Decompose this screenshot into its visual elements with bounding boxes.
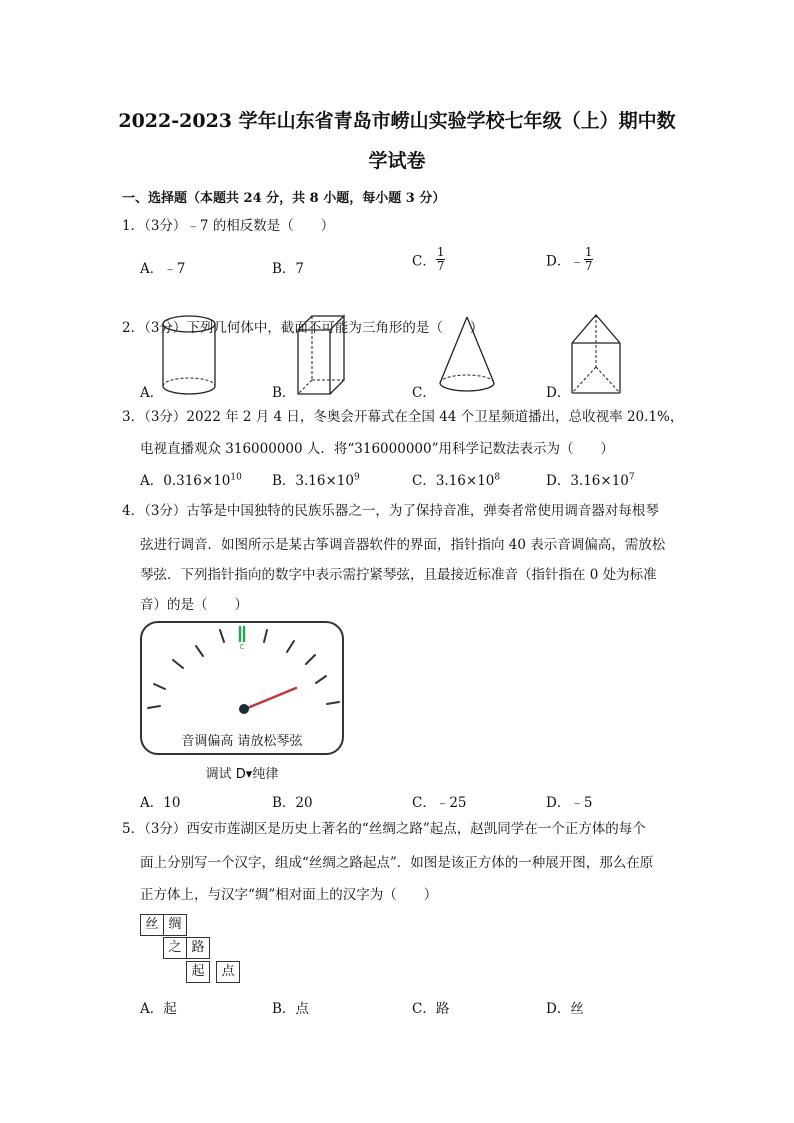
q4-option-d: D．﹣5 <box>546 795 593 811</box>
cuboid-figure <box>296 314 348 396</box>
q4-option-a: A．10 <box>140 795 181 811</box>
net-cell-1: 丝 <box>140 914 164 936</box>
q3-c-exponent: 8 <box>494 472 501 483</box>
q3-option-d <box>546 469 635 489</box>
q1-stem: 1．（3分）﹣7 的相反数是（ ） <box>122 218 335 234</box>
tuner-caption: 调试 D▾纯律 <box>205 767 279 782</box>
q2-option-c: C． <box>412 385 436 401</box>
net-cell-5: 起 <box>186 961 210 983</box>
q3-stem-line1: 3．（3分）2022 年 2 月 4 日，冬奥会开幕式在全国 44 个卫星频道播出，总收视率 20.1%， <box>122 409 684 425</box>
q3-c-base: C．3.16×10 <box>412 473 495 489</box>
net-cell-4: 路 <box>186 937 210 959</box>
q5-option-d: D．丝 <box>546 1001 584 1017</box>
q2-option-b: B． <box>272 385 296 401</box>
q2-option-a: A． <box>140 385 164 401</box>
fraction-numerator: 1 <box>584 245 593 259</box>
q1-option-c <box>412 246 445 273</box>
q3-stem-line2: 电视直播观众 316000000 人．将“316000000”用科学记数法表示为（ ） <box>140 441 614 457</box>
q5-stem-line1: 5．（3分）西安市莲湖区是历史上著名的“丝绸之路”起点，赵凯同学在一个正方体的每个 <box>122 821 646 837</box>
q1-option-a: A．﹣7 <box>140 261 186 277</box>
q4-option-b: B．20 <box>272 795 313 811</box>
q1-option-d-fraction <box>584 246 594 273</box>
triangular-prism-figure <box>570 313 622 397</box>
q3-a-exponent: 10 <box>230 472 242 483</box>
q3-option-a <box>140 469 242 489</box>
net-cell-3: 之 <box>163 937 187 959</box>
q3-a-base: A．0.316×10 <box>140 473 231 489</box>
exam-title-line1: 2022-2023 学年山东省青岛市崂山实验学校七年级（上）期中数 <box>118 110 676 132</box>
q4-stem-line3: 琴弦．下列指针指向的数字中表示需拧紧琴弦，且最接近标准音（指针指在 0 处为标准 <box>140 567 657 583</box>
q1-option-b: B．7 <box>272 261 305 277</box>
q5-option-c: C．路 <box>412 1001 450 1017</box>
fraction-denominator: 7 <box>436 259 445 273</box>
net-cell-6: 点 <box>216 961 240 983</box>
q4-stem-line2: 弦进行调音．如图所示是某古筝调音器软件的界面，指针指向 40 表示音调偏高，需放松 <box>140 537 666 553</box>
q5-stem-line3: 正方体上，与汉字“绸”相对面上的汉字为（ ） <box>140 887 438 903</box>
q5-option-a: A．起 <box>140 1001 177 1017</box>
q2-stem: 2．（3分）下列几何体中，截面不可能为三角形的是（ ） <box>122 320 484 336</box>
q4-option-c: C．﹣25 <box>412 795 467 811</box>
section-heading: 一、选择题（本题共 24 分，共 8 小题，每小题 3 分） <box>122 191 446 206</box>
cone-figure <box>438 315 498 395</box>
q2-option-d: D． <box>546 385 571 401</box>
q5-stem-line2: 面上分别写一个汉字，组成“丝绸之路起点”．如图是该正方体的一种展开图，那么在原 <box>140 855 654 871</box>
net-cell-2: 绸 <box>163 914 187 936</box>
cylinder-figure <box>160 314 220 396</box>
q1-option-c-fraction <box>436 246 446 273</box>
tuner-center-note: C <box>239 643 245 651</box>
q4-stem-line4: 音）的是（ ） <box>140 597 248 613</box>
q3-b-exponent: 9 <box>353 472 360 483</box>
q1-option-c-label: C． <box>412 253 436 270</box>
q5-option-b: B．点 <box>272 1001 309 1017</box>
q3-option-b <box>272 469 360 489</box>
q3-d-base: D．3.16×10 <box>546 473 629 489</box>
q3-option-c <box>412 469 500 489</box>
fraction-denominator: 7 <box>584 259 593 273</box>
exam-title-line2: 学试卷 <box>368 150 426 172</box>
q4-stem-line1: 4．（3分）古筝是中国独特的民族乐器之一，为了保持音准，弹奏者常使用调音器对每根琴 <box>122 503 659 519</box>
tuner-message: 音调偏高 请放松琴弦 <box>181 734 303 749</box>
q1-option-d <box>546 246 593 273</box>
q3-b-base: B．3.16×10 <box>272 473 354 489</box>
q1-option-d-label: D．﹣ <box>546 253 584 270</box>
fraction-numerator: 1 <box>436 245 445 259</box>
q3-d-exponent: 7 <box>628 472 635 483</box>
